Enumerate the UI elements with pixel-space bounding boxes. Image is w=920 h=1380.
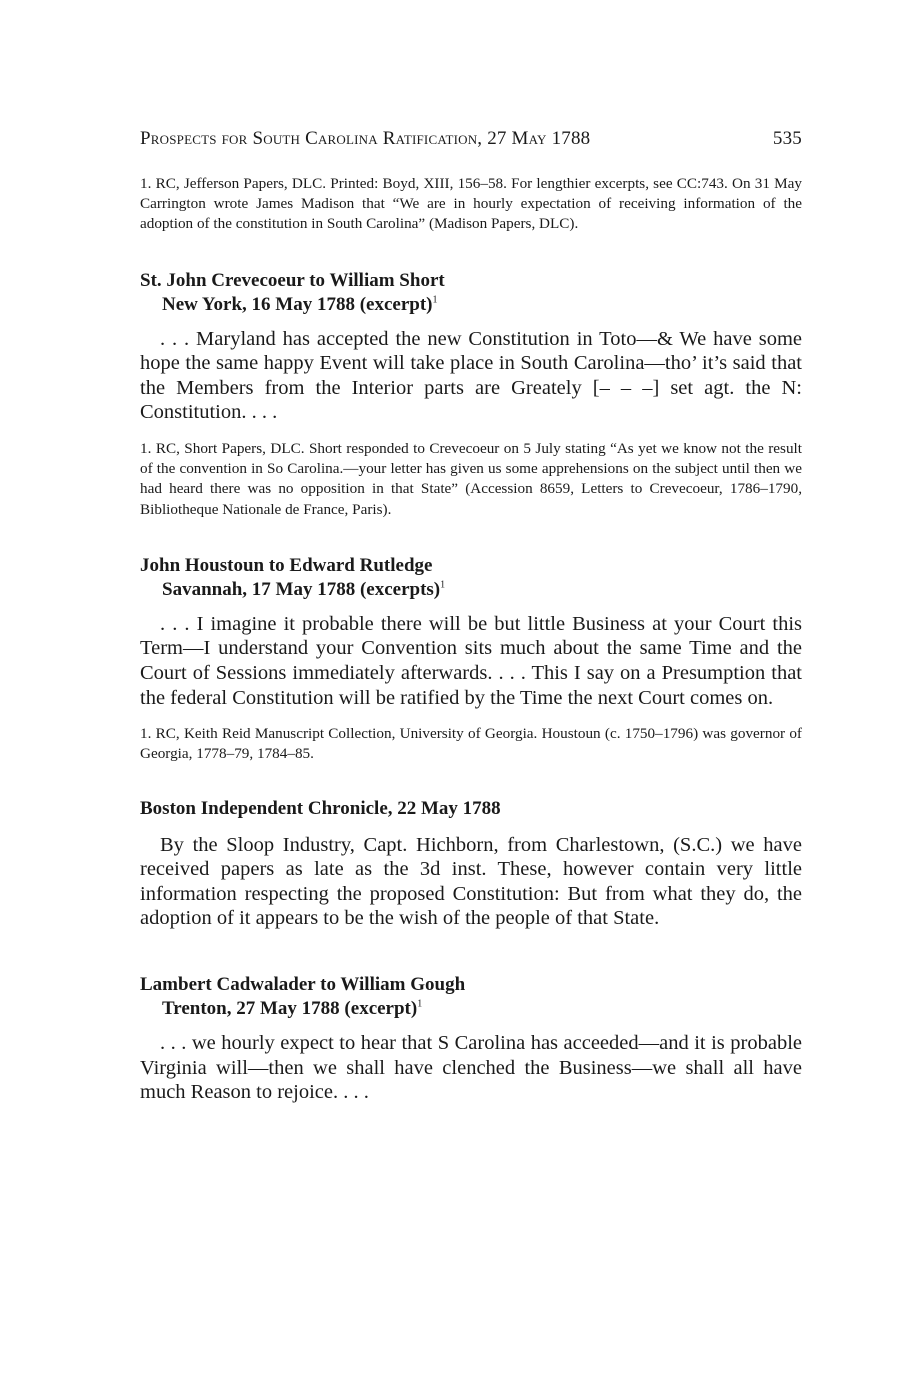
- heading-line1: St. John Crevecoeur to William Short: [140, 269, 445, 291]
- letter-body-crevecoeur: . . . Maryland has accepted the new Constitution in Toto—& We have some hope the same happy Event will take place in South Carolina—tho’ it’s said that the Members from the Interior parts are Greately [– – –] set agt. the N: Constitution. . . .: [140, 327, 802, 424]
- heading-line2-text: New York, 16 May 1788 (excerpt): [162, 293, 433, 315]
- footnote-houstoun: 1. RC, Keith Reid Manuscript Collection, University of Georgia. Houstoun (c. 1750–1796) was governor of Georgia, 1778–79, 1784–85.: [140, 725, 802, 763]
- article-heading-chronicle: [140, 797, 802, 821]
- page-number: 535: [772, 128, 802, 149]
- running-head-title: Prospects for South Carolina Ratification, 27 May 1788: [140, 128, 591, 149]
- note-marker: 1: [440, 579, 446, 591]
- note-marker: 1: [432, 294, 438, 306]
- letter-heading-houstoun: [140, 554, 802, 602]
- running-head: [140, 128, 802, 150]
- letter-body-houstoun: . . . I imagine it probable there will be but little Business at your Court this Term—I understand your Convention sits much about the same Time and the Court of Sessions immediately afterwards. . . . This I say on a Presumption that the federal Constitution will be ratified by the Time the next Court comes on.: [140, 612, 802, 709]
- article-body-chronicle: By the Sloop Industry, Capt. Hichborn, from Charlestown, (S.C.) we have received papers as late as the 3d inst. These, however contain very little information respecting the proposed Constitution: But from what they do, the adoption of it appears to be the wish of the people of that State.: [140, 833, 802, 930]
- heading-line2: [140, 578, 802, 602]
- letter-heading-cadwalader: [140, 973, 802, 1021]
- note-marker: 1: [417, 998, 423, 1010]
- footnote-carryover: 1. RC, Jefferson Papers, DLC. Printed: Boyd, XIII, 156–58. For lengthier excerpts, see CC:743. On 31 May Carrington wrote James Madison that “We are in hourly expectation of receiving information of the adoption of the constitution in South Carolina” (Madison Papers, DLC).: [140, 175, 802, 233]
- heading-line1: Boston Independent Chronicle, 22 May 1788: [140, 797, 501, 819]
- heading-line2: [140, 997, 802, 1021]
- document-page: [140, 128, 802, 1105]
- heading-line2: [140, 293, 802, 317]
- heading-line1: John Houstoun to Edward Rutledge: [140, 554, 433, 576]
- heading-line1: Lambert Cadwalader to William Gough: [140, 973, 466, 995]
- heading-line2-text: Savannah, 17 May 1788 (excerpts): [162, 578, 441, 600]
- footnote-crevecoeur: 1. RC, Short Papers, DLC. Short responded to Crevecoeur on 5 July stating “As yet we know not the result of the convention in So Carolina.—your letter has given us some apprehensions on the subject until then we had heard there was no opposition in that State” (Accession 8659, Letters to Crevecoeur, 1786–1790, Bibliotheque Nationale de France, Paris).: [140, 439, 802, 518]
- letter-heading-crevecoeur: [140, 269, 802, 317]
- letter-body-cadwalader: . . . we hourly expect to hear that S Carolina has acceeded—and it is probable Virginia will—then we shall have clenched the Business—we shall all have much Reason to rejoice. . . .: [140, 1031, 802, 1104]
- heading-line2-text: Trenton, 27 May 1788 (excerpt): [162, 997, 418, 1019]
